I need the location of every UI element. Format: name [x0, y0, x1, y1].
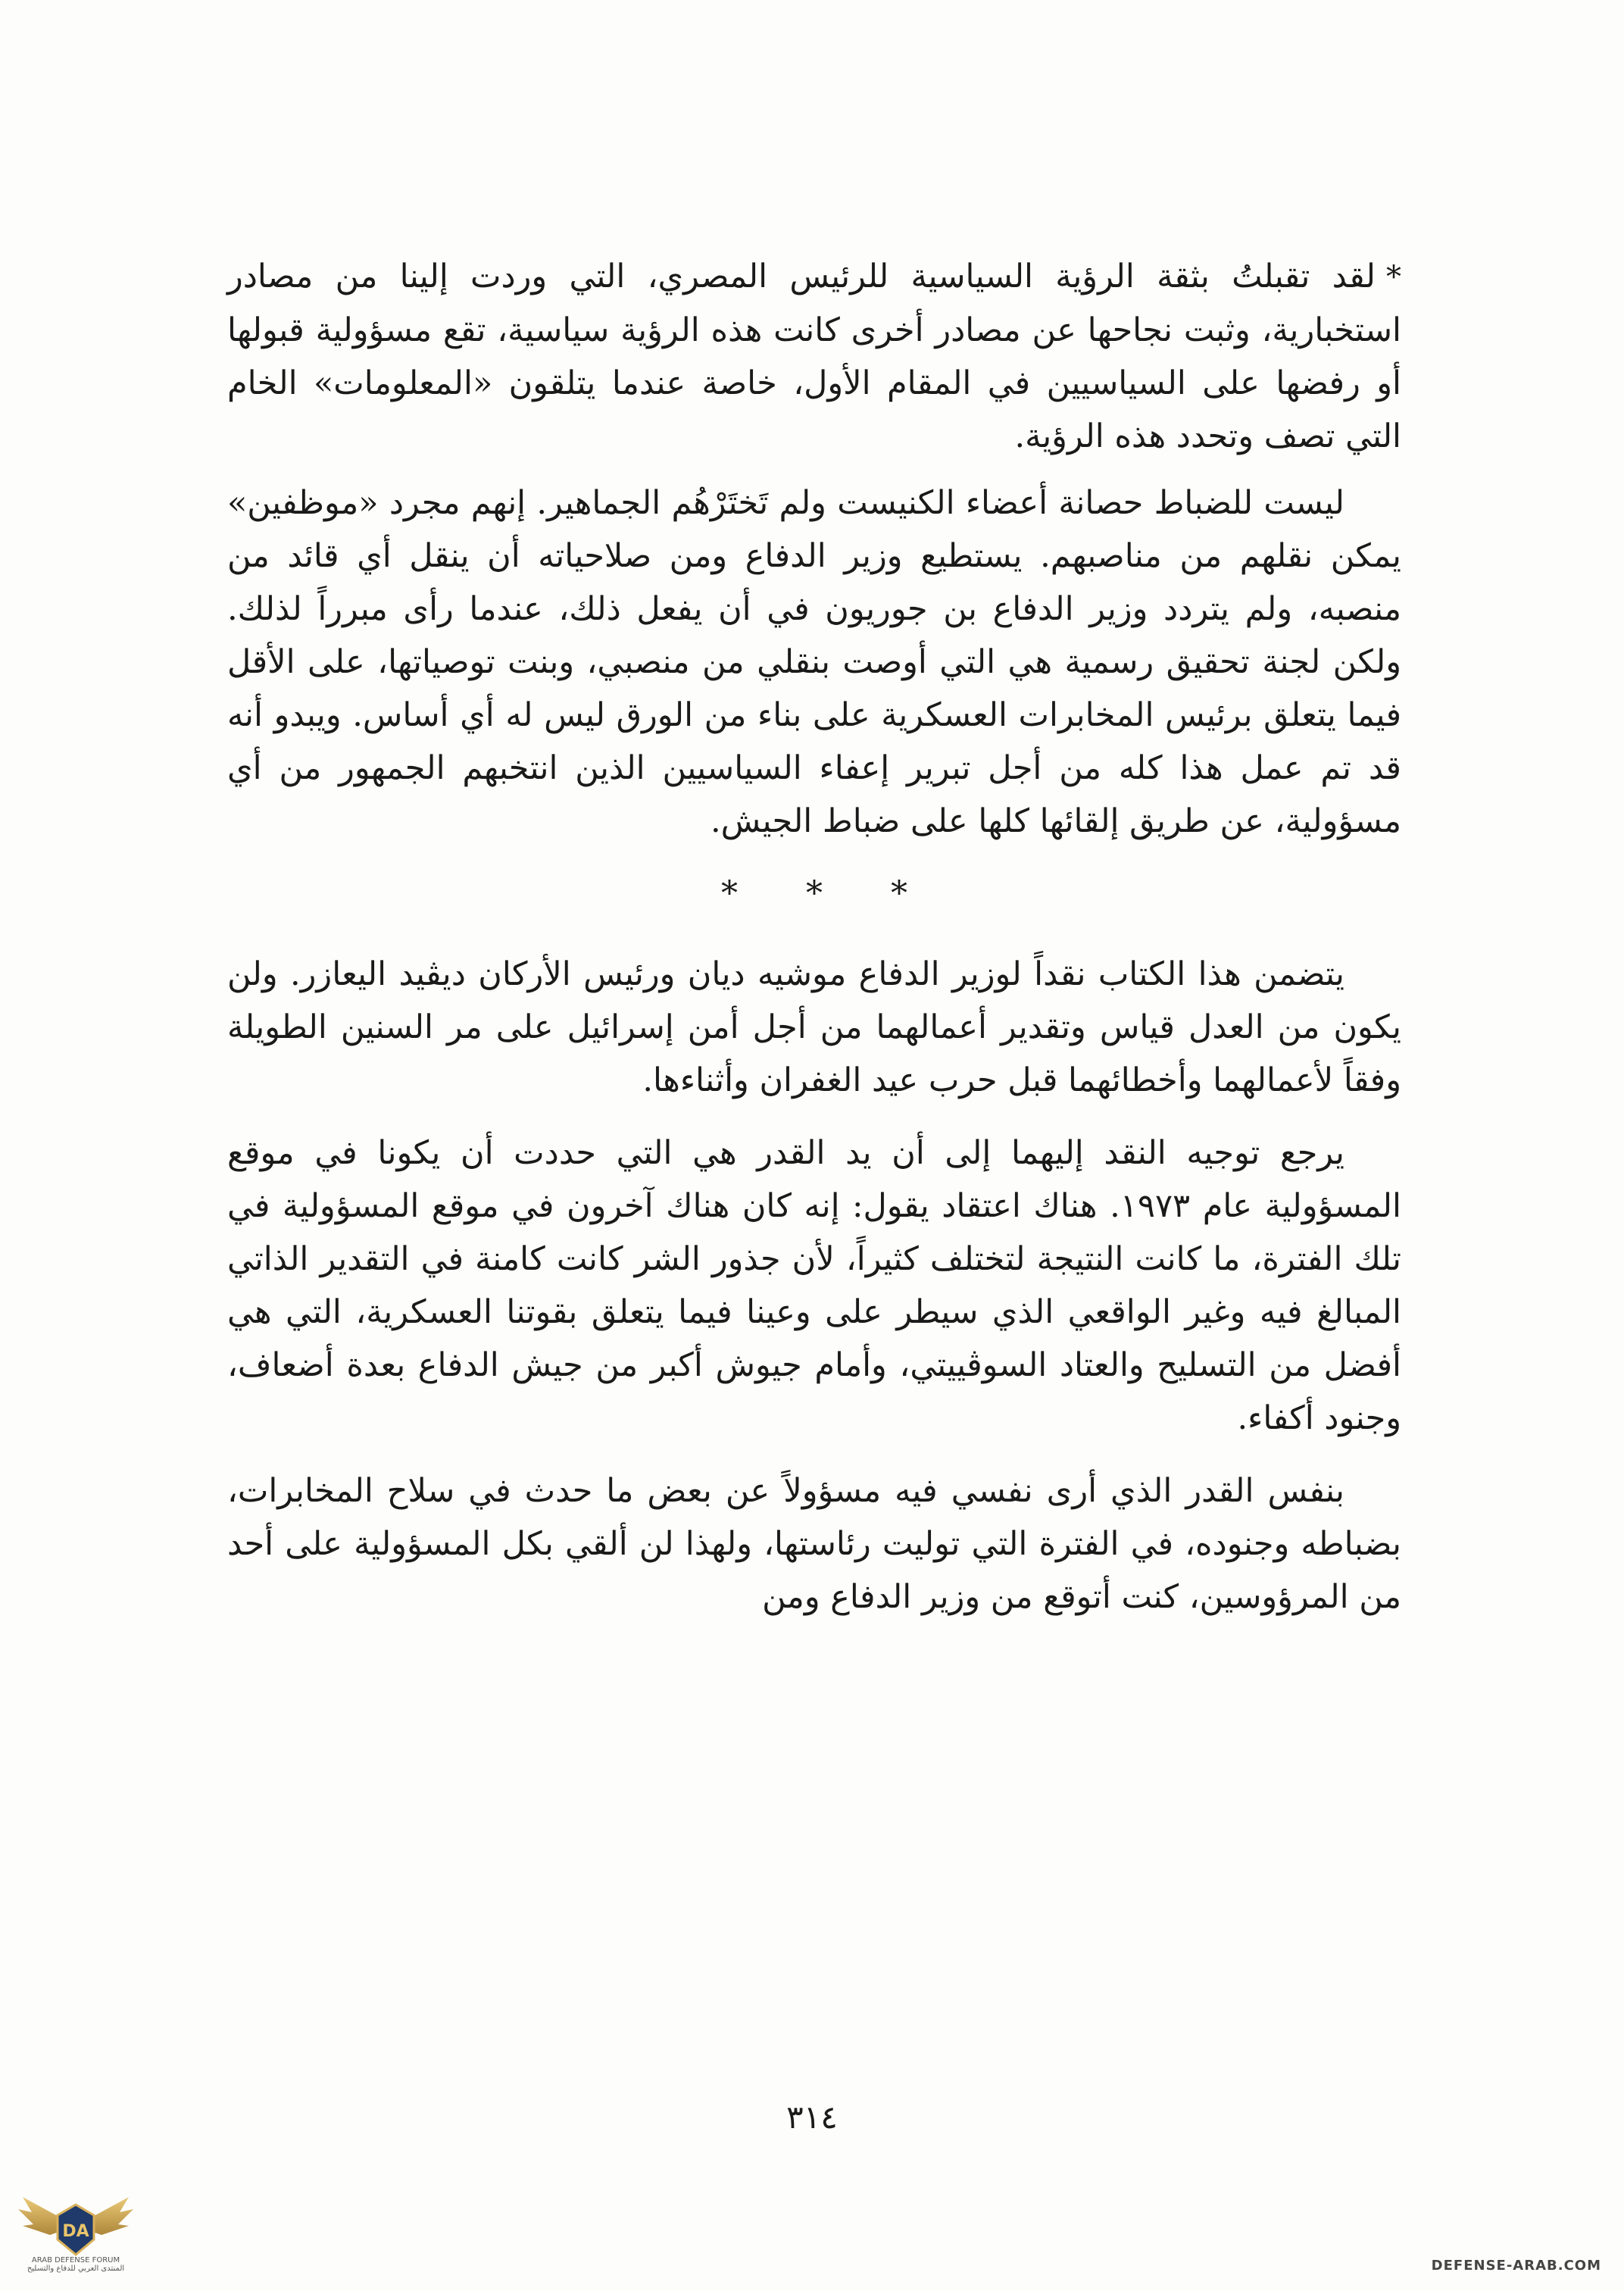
- paragraph-1: [227, 250, 1401, 463]
- paragraph-3: يتضمن هذا الكتاب نقداً لوزير الدفاع موشيه ديان ورئيس الأركان ديڤيد اليعازر. ولن يكون من العدل قياس وتقدير أعمالهما من أجل أمن إسرائيل على مر السنين الطويلة وفقاً لأعمالهما وأخطائهما قبل حرب عيد الغفران وأثناءها.: [227, 955, 1401, 1099]
- forum-name-ar: المنتدى العربي للدفاع والتسليح: [27, 2264, 125, 2273]
- page-body: [227, 250, 1401, 1624]
- forum-name-en: ARAB DEFENSE FORUM: [31, 2256, 120, 2264]
- paragraph-1-text: لقد تقبلتُ بثقة الرؤية السياسية للرئيس المصري، التي وردت إلينا من مصادر استخبارية، وثبت نجاحها عن مصادر أخرى كانت هذه الرؤية سياسية، تقع مسؤولية قبولها أو رفضها على السياسيين في المقام الأول، خاصة عندما يتلقون «المعلومات» الخام التي تصف وتحدد هذه الرؤية.: [227, 258, 1401, 455]
- watermark-site-url: DEFENSE-ARAB.COM: [1431, 2258, 1601, 2274]
- page-number: ٣١٤: [786, 2099, 838, 2136]
- section-divider: * * *: [721, 874, 936, 913]
- asterisk-marker: *: [1386, 260, 1401, 295]
- paragraph-2: ليست للضباط حصانة أعضاء الكنيست ولم تَختَرْهُم الجماهير. إنهم مجرد «موظفين» يمكن نقلهم من مناصبهم. يستطيع وزير الدفاع ومن صلاحياته أن ينقل أي قائد من منصبه، ولم يتردد وزير الدفاع بن جوريون في أن يفعل ذلك، عندما رأى مبرراً لذلك. ولكن لجنة تحقيق رسمية هي التي أوصت بنقلي من منصبي، وبنت توصياتها، على الأقل فيما يتعلق برئيس المخابرات العسكرية على بناء من الورق ليس له أي أساس. ويبدو أنه قد تم عمل هذا كله من أجل تبرير إعفاء السياسيين الذين انتخبهم الجمهور من أي مسؤولية، عن طريق إلقائها كلها على ضباط الجيش.: [227, 484, 1401, 840]
- forum-caption: [0, 2256, 151, 2273]
- paragraph-4: يرجع توجيه النقد إليهما إلى أن يد القدر هي التي حددت أن يكونا في موقع المسؤولية عام ١٩٧٣. هناك اعتقاد يقول: إنه كان هناك آخرون في موقع المسؤولية في تلك الفترة، ما كانت النتيجة لتختلف كثيراً، لأن جذور الشر كانت كامنة في التقدير الذاتي المبالغ فيه وغير الواقعي الذي سيطر على وعينا فيما يتعلق بقوتنا العسكرية، التي هي أفضل من التسليح والعتاد السوڤييتي، وأمام جيوش أكبر من جيش الدفاع بعدة أضعاف، وجنود أكفاء.: [227, 1134, 1401, 1437]
- logo-monogram: DA: [62, 2222, 89, 2241]
- paragraph-5: بنفس القدر الذي أرى نفسي فيه مسؤولاً عن بعض ما حدث في سلاح المخابرات، بضباطه وجنوده، في الفترة التي توليت رئاستها، ولهذا لن ألقي بكل المسؤولية على أحد من المرؤوسين، كنت أتوقع من وزير الدفاع ومن: [227, 1472, 1401, 1616]
